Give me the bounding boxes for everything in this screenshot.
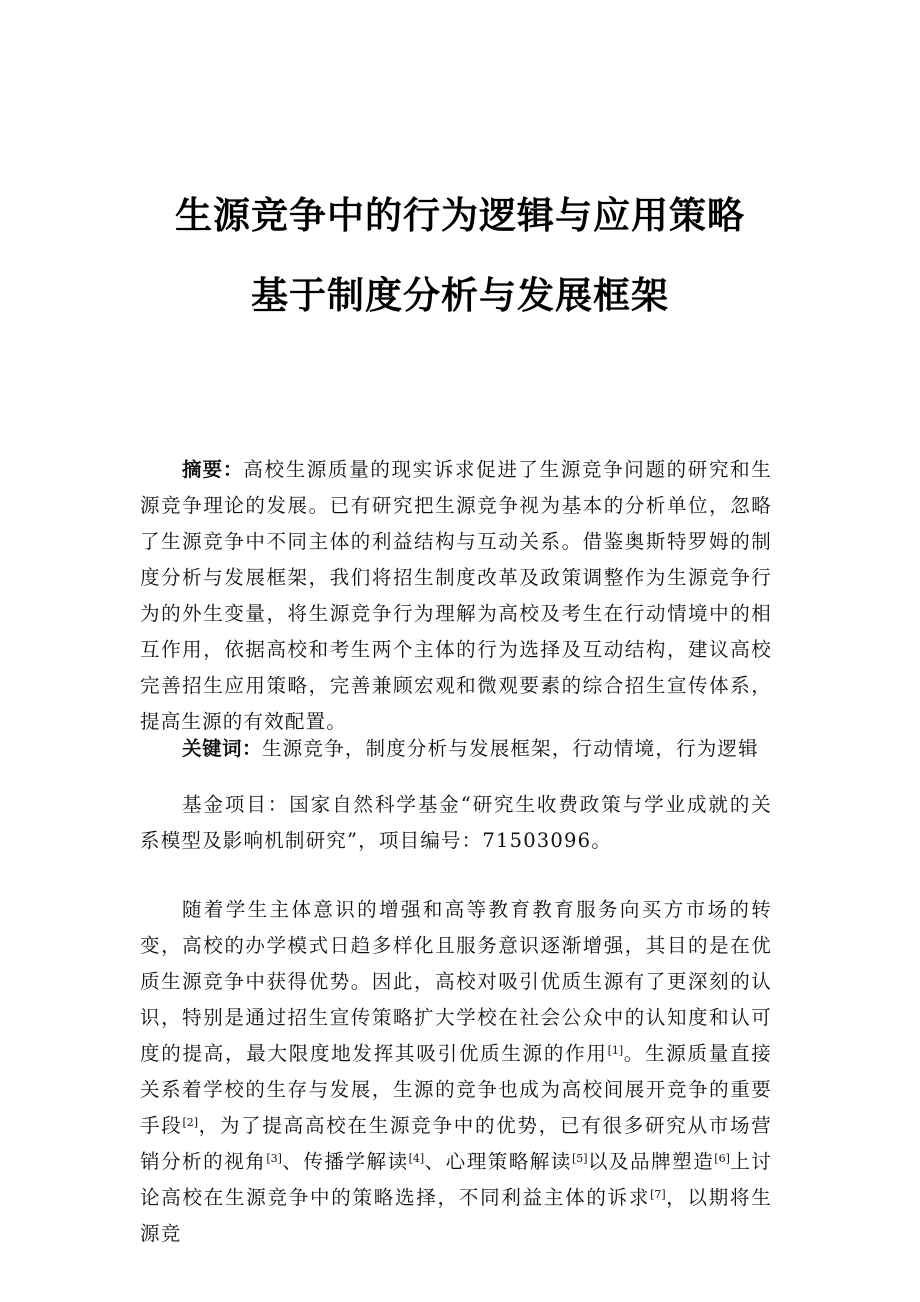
citation-ref[interactable]: [6] (714, 1152, 730, 1165)
keywords-label: 关键词： (182, 737, 263, 760)
intro-paragraph (140, 892, 772, 1252)
keywords-text: 生源竞争，制度分析与发展框架，行动情境，行为逻辑 (262, 737, 759, 760)
citation-ref[interactable]: [4] (408, 1152, 425, 1165)
intro-text: ，以期将生源竞 (140, 1186, 772, 1245)
intro-text: 。生源质量直接关系着学校的生存与发展，生源的竞争也成为高校间展开竞争的重要手段 (140, 1042, 772, 1137)
abstract-text: 高校生源质量的现实诉求促进了生源竞争问题的研究和生源竞争理论的发展。已有研究把生源竞争视为基本的分析单位，忽略了生源竞争中不同主体的利益结构与互动关系。借鉴奥斯特罗姆的制度分析与发展框架，我们将招生制度改革及政策调整作为生源竞争行为的外生变量，将生源竞争行为理解为高校及考生在行动情境中的相互作用，依据高校和考生两个主体的行为选择及互动结构，建议高校完善招生应用策略，完善兼顾宏观和微观要素的综合招生宣传体系，提高生源的有效配置。 (140, 458, 772, 733)
citation-ref[interactable]: [5] (572, 1152, 588, 1165)
intro-text: 上讨论高校在生源竞争中的策略选择，不同利益主体的诉求 (140, 1150, 773, 1209)
citation-ref[interactable]: [2] (182, 1116, 199, 1129)
intro-text: 、心理策略解读 (424, 1150, 572, 1173)
abstract-label: 摘要： (182, 458, 244, 481)
intro-text: 、传播学解读 (281, 1150, 409, 1173)
title-line-2: 基于制度分析与发展框架 (251, 274, 669, 317)
citation-ref[interactable]: [7] (650, 1188, 666, 1201)
citation-ref[interactable]: [1] (607, 1044, 624, 1057)
fund-section (140, 787, 772, 859)
citation-ref[interactable]: [3] (266, 1152, 282, 1165)
intro-text: ，为了提高高校在生源竞争中的优势，已有很多研究从市场营销分析的视角 (140, 1114, 772, 1173)
keywords-section (140, 731, 772, 767)
fund-text: 基金项目：国家自然科学基金“研究生收费政策与学业成就的关系模型及影响机制研究”，项目编号：71503096。 (140, 793, 772, 852)
intro-text: 随着学生主体意识的增强和高等教育教育服务向买方市场的转变，高校的办学模式日趋多样化且服务意识逐渐增强，其目的是在优质生源竞争中获得优势。因此，高校对吸引优质生源有了更深刻的认识，特别是通过招生宣传策略扩大学校在社会公众中的认知度和认可度的提高，最大限度地发挥其吸引优质生源的作用 (140, 898, 772, 1065)
title-line-1: 生源竞争中的行为逻辑与应用策略 (175, 194, 745, 237)
intro-text: 以及品牌塑造 (587, 1150, 715, 1173)
abstract-section (140, 452, 772, 740)
